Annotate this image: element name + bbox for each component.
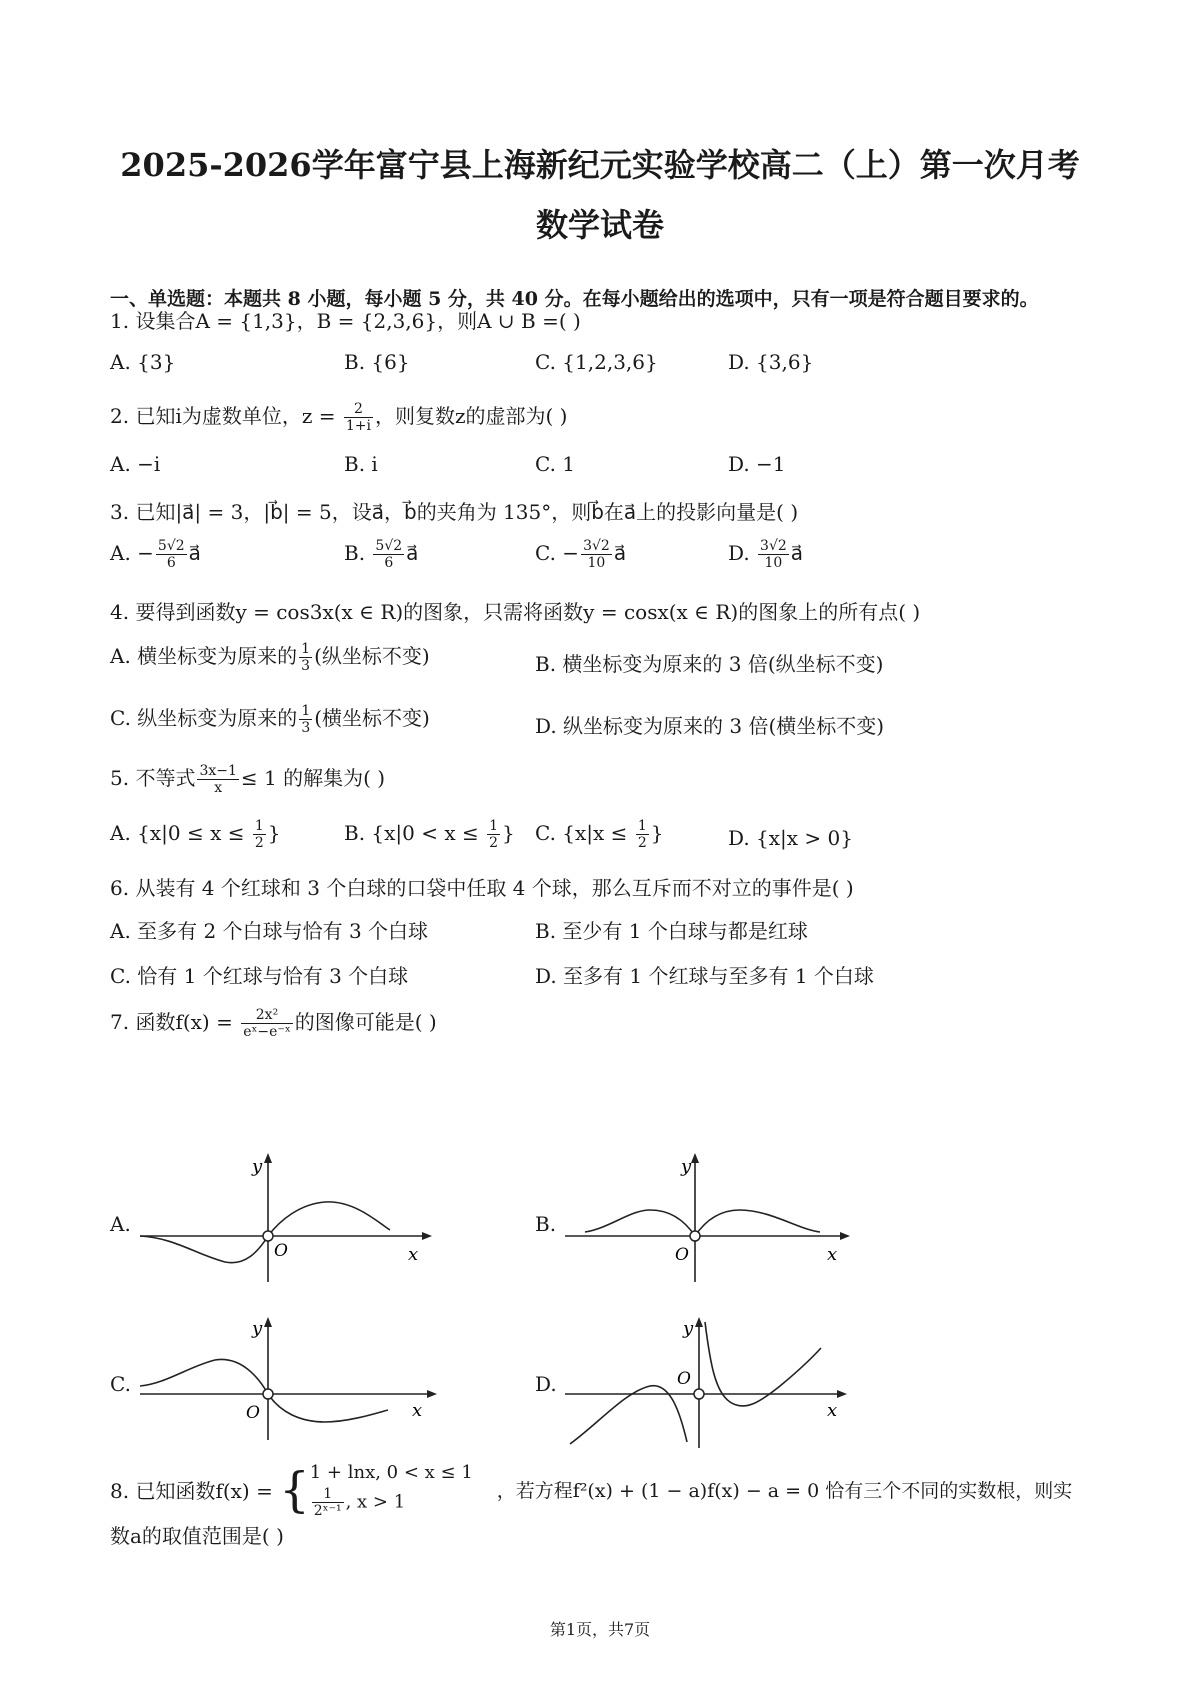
q3-b-pre: B.: [344, 541, 372, 565]
q7-label-a: A.: [110, 1212, 131, 1236]
q7-graph-d: [565, 1312, 865, 1452]
question-1: 1. 设集合A = {1,3}，B = {2,3,6}，则A ∪ B =( ): [110, 309, 581, 333]
q3-b-post: a⃗: [406, 541, 419, 565]
q2-stem-b: ，则复数z的虚部为( ): [374, 404, 568, 428]
q8-case2-den: 2ˣ⁻¹: [313, 1503, 342, 1519]
q5-b-fraction: [487, 818, 500, 851]
question-2: [110, 400, 567, 434]
q3-a-den: 6: [166, 555, 176, 571]
x-label: x: [408, 1244, 419, 1265]
q5-c-fraction: [636, 818, 649, 851]
q5-c-num: 1: [637, 818, 647, 834]
q4-option-a: [110, 640, 430, 674]
q2-option-d: D. −1: [728, 452, 786, 476]
x-arrow-icon: [840, 1232, 850, 1240]
origin-label: O: [675, 1245, 689, 1265]
x-label: x: [827, 1400, 838, 1421]
question-3: 3. 已知|a⃗| = 3，|b⃗| = 5，设a⃗，b⃗的夹角为 135°，则b⃗在a⃗上的投影向量是( ): [110, 500, 799, 524]
y-arrow-icon: [695, 1317, 703, 1327]
q3-option-b: [344, 538, 418, 571]
q5-option-c: [535, 818, 663, 851]
q3-d-num: 3√2: [760, 538, 787, 554]
q4-c-post: (横坐标不变): [314, 706, 430, 730]
y-label: y: [252, 1318, 263, 1339]
q7-frac-den: eˣ−e⁻ˣ: [243, 1024, 291, 1040]
x-arrow-icon: [427, 1390, 437, 1398]
q3-a-pre: A. −: [110, 541, 154, 565]
q3-a-num: 5√2: [157, 538, 185, 554]
q2-option-c: C. 1: [535, 452, 576, 476]
page-footer: 第1页，共7页: [549, 1620, 651, 1639]
q7-fraction: [241, 1007, 293, 1040]
q6-option-b: B. 至少有 1 个白球与都是红球: [535, 919, 808, 943]
q6-option-d: D. 至多有 1 个红球与至多有 1 个白球: [535, 964, 874, 988]
q8-case2-fraction: [312, 1486, 344, 1519]
q8-stem-a: 8. 已知函数f(x) =: [110, 1479, 280, 1503]
q4-option-d: D. 纵坐标变为原来的 3 倍(横坐标不变): [535, 714, 885, 738]
q3-b-den: 6: [384, 555, 394, 571]
q3-b-num: 5√2: [375, 538, 403, 554]
q5-a-post: }: [267, 821, 281, 845]
q5-b-post: }: [502, 821, 515, 845]
q4-option-c: [110, 702, 430, 736]
q5-b-pre: B. {x|0 < x ≤: [344, 821, 486, 845]
q8-case2-post: , x > 1: [345, 1491, 406, 1513]
q2-option-b: B. i: [344, 452, 378, 476]
q1-option-a: A. {3}: [110, 350, 176, 374]
q5-frac-den: x: [214, 780, 223, 796]
q3-d-pre: D.: [728, 541, 757, 565]
question-7: [110, 1006, 437, 1040]
y-arrow-icon: [264, 1317, 272, 1327]
q5-stem-a: 5. 不等式: [110, 766, 196, 790]
q2-option-a: A. −i: [110, 452, 161, 476]
q4-c-fraction: [299, 703, 312, 736]
q8-brace: {: [279, 1461, 310, 1518]
q2-stem-a: 2. 已知i为虚数单位，z =: [110, 404, 342, 428]
q1-option-b: B. {6}: [344, 350, 410, 374]
q2-fraction: [344, 401, 373, 434]
q6-option-c: C. 恰有 1 个红球与恰有 3 个白球: [110, 964, 409, 988]
q7-graph-a: [140, 1150, 440, 1285]
q5-c-post: }: [650, 821, 664, 845]
y-label: y: [681, 1156, 692, 1177]
exam-title: 2025-2026学年富宁县上海新纪元实验学校高二（上）第一次月考: [120, 146, 1080, 184]
q5-frac-num: 3x−1: [199, 763, 237, 779]
q8-stem-b: ，若方程f²(x) + (1 − a)f(x) − a = 0 恰有三个不同的实数根，则实: [496, 1480, 1073, 1502]
q7-stem-b: 的图像可能是( ): [294, 1010, 437, 1034]
origin-hole: [263, 1389, 273, 1399]
q3-d-fraction: [758, 538, 789, 571]
q2-frac-num: 2: [344, 401, 373, 418]
q5-a-den: 2: [254, 835, 264, 851]
origin-hole: [263, 1231, 273, 1241]
q4-a-fraction: [299, 641, 312, 674]
q8-case2-num: 1: [312, 1486, 344, 1503]
q4-a-post: (纵坐标不变): [314, 644, 430, 668]
q5-option-a: [110, 818, 281, 851]
q3-c-den: 10: [587, 555, 606, 571]
q5-a-fraction: [253, 818, 266, 851]
q4-a-den: 3: [301, 658, 311, 674]
question-6: 6. 从装有 4 个红球和 3 个白球的口袋中任取 4 个球，那么互斥而不对立的事件是( ): [110, 876, 854, 900]
q7-graph-b: [565, 1150, 865, 1285]
q3-c-num: 3√2: [583, 538, 610, 554]
q5-a-pre: A. {x|0 ≤ x ≤: [110, 821, 251, 845]
q5-b-num: 1: [489, 818, 499, 834]
q8-case-2: [310, 1486, 473, 1519]
q7-label-d: D.: [535, 1372, 557, 1396]
q3-d-den: 10: [764, 555, 783, 571]
q6-option-a: A. 至多有 2 个白球与恰有 3 个白球: [110, 919, 429, 943]
q3-d-post: a⃗: [790, 541, 804, 565]
q4-c-pre: C. 纵坐标变为原来的: [110, 706, 298, 730]
q7-label-b: B.: [535, 1212, 557, 1236]
q2-frac-den: 1+i: [345, 418, 371, 434]
q3-option-a: [110, 538, 201, 571]
question-4: 4. 要得到函数y = cos3x(x ∈ R)的图象，只需将函数y = cosx(x ∈ R)的图象上的所有点( ): [110, 600, 921, 624]
q4-c-num: 1: [301, 703, 311, 719]
origin-hole: [690, 1231, 700, 1241]
q5-fraction: [197, 763, 238, 796]
question-8: [110, 1460, 1072, 1519]
q4-option-b: B. 横坐标变为原来的 3 倍(纵坐标不变): [535, 652, 884, 676]
q3-option-c: [535, 538, 626, 571]
y-label: y: [252, 1156, 263, 1177]
q7-label-c: C.: [110, 1372, 131, 1396]
exam-subtitle: 数学试卷: [535, 206, 664, 244]
origin-label: O: [274, 1241, 288, 1261]
q5-c-pre: C. {x|x ≤: [535, 821, 634, 845]
q1-option-c: C. {1,2,3,6}: [535, 350, 658, 374]
q3-c-pre: C. −: [535, 541, 580, 565]
q1-option-d: D. {3,6}: [728, 350, 814, 374]
q3-a-post: a⃗: [188, 541, 201, 565]
origin-label: O: [677, 1369, 691, 1389]
q8-cases: [310, 1460, 473, 1519]
question-5: [110, 762, 385, 796]
q7-graph-c: [140, 1312, 440, 1442]
q7-frac-num: 2x²: [241, 1007, 293, 1024]
q5-b-den: 2: [489, 835, 499, 851]
q3-b-fraction: [373, 538, 404, 571]
q7-stem-a: 7. 函数f(x) =: [110, 1010, 240, 1034]
q5-a-num: 1: [254, 818, 264, 834]
y-label: y: [683, 1318, 694, 1339]
q5-stem-b: ≤ 1 的解集为( ): [240, 766, 386, 790]
x-arrow-icon: [837, 1390, 847, 1398]
q3-c-post: a⃗: [613, 541, 627, 565]
q3-a-fraction: [156, 538, 187, 571]
q3-c-fraction: [581, 538, 612, 571]
question-8-cont: 数a的取值范围是( ): [110, 1524, 284, 1548]
curve: [585, 1210, 820, 1236]
q3-option-d: [728, 538, 803, 571]
q5-option-d: D. {x|x > 0}: [728, 826, 853, 850]
section-heading: 一、单选题：本题共 8 小题，每小题 5 分，共 40 分。在每小题给出的选项中，只有一项是符合题目要求的。: [110, 288, 1039, 310]
q5-option-b: [344, 818, 515, 851]
origin-label: O: [246, 1403, 260, 1423]
q4-c-den: 3: [301, 720, 311, 736]
x-label: x: [412, 1400, 423, 1421]
q5-c-den: 2: [637, 835, 647, 851]
q4-a-pre: A. 横坐标变为原来的: [110, 644, 298, 668]
q4-a-num: 1: [301, 641, 311, 657]
y-arrow-icon: [264, 1153, 272, 1163]
y-arrow-icon: [691, 1153, 699, 1163]
origin-hole: [694, 1389, 704, 1399]
x-label: x: [827, 1244, 838, 1265]
x-arrow-icon: [422, 1232, 432, 1240]
q8-case-1: 1 + lnx, 0 < x ≤ 1: [309, 1462, 473, 1483]
